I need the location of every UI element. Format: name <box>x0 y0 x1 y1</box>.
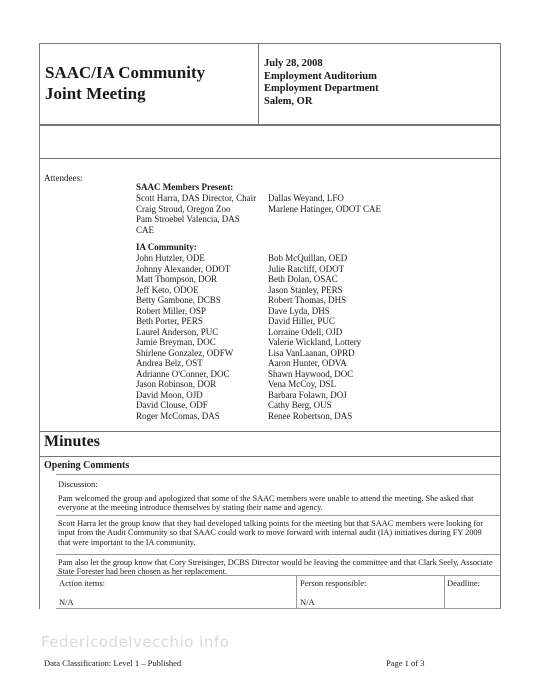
attendee-name: Beth Dolan, OSAC <box>268 274 338 284</box>
watermark-text: Federicodelvecchio info <box>41 633 230 651</box>
attendee-name: Adrianne O'Conner, DOC <box>136 368 230 379</box>
rule-1 <box>56 474 501 475</box>
attendee-name: Renee Robertson, DAS <box>268 410 353 421</box>
attendee-name: Jamie Breyman, DOC <box>136 337 216 347</box>
attendee-name: Barbara Folawn, DOJ <box>268 389 347 400</box>
attendee-name: Scott Harra, DAS Director, Chair <box>136 193 257 203</box>
attendee-name: Valerie Wickland, Lottery <box>268 337 362 347</box>
saac-members-right <box>268 193 381 214</box>
attendee-name: Robert Thomas, DHS <box>268 295 347 305</box>
attendee-name: Cathy Berg, OUS <box>268 400 332 410</box>
attendee-name: CAE <box>136 224 154 235</box>
attendee-name: Craig Stroud, Oregon Zoo <box>136 203 231 214</box>
frame-right <box>500 125 501 609</box>
frame-left <box>39 125 40 609</box>
meeting-meta <box>264 58 379 108</box>
title-line-2: Joint Meeting <box>45 84 146 103</box>
meeting-date: July 28, 2008 <box>264 58 323 69</box>
rule-3 <box>56 554 501 555</box>
attendee-name: Matt Thompson, DOR <box>136 274 218 284</box>
action-table-divider-1 <box>296 575 297 609</box>
meeting-title <box>45 62 205 104</box>
person-responsible-header: Person responsible: <box>300 578 367 588</box>
paragraph-2: Scott Harra let the group know that they had developed talking points for the meeting but that SAAC members were looking for input from the Audit Community so that SAAC could work to move forward with internal audit (IA) initiatives during FY 2009 that were important to the IA community. <box>58 519 484 547</box>
action-table-divider-2 <box>444 575 445 609</box>
attendee-name: Jeff Keto, ODOE <box>136 284 199 295</box>
ia-members-right <box>268 253 361 421</box>
minutes-title: Minutes <box>44 433 100 450</box>
action-items-table <box>56 575 501 609</box>
opening-comments-heading: Opening Comments <box>44 460 130 471</box>
meeting-location-2: Employment Department <box>264 83 379 94</box>
attendee-name: Julie Ratcliff, ODOT <box>268 263 345 274</box>
attendee-name: Roger McComas, DAS <box>136 410 220 421</box>
deadline-header: Deadline: <box>447 578 481 588</box>
attendee-name: Dave Lyda, DHS <box>268 305 330 316</box>
attendee-name: Lorraine Odell, OJD <box>268 326 343 337</box>
attendee-name: Aaron Hunter, ODVA <box>268 358 347 368</box>
minutes-bar <box>39 431 501 457</box>
paragraph-1: Pam welcomed the group and apologized that some of the SAAC members were unable to attend the meeting. She asked that everyone at the meeting introduce themselves by stating their name and agency. <box>58 494 474 513</box>
person-responsible-value: N/A <box>300 597 315 607</box>
attendee-name: Vena McCoy, DSL <box>268 379 337 389</box>
attendee-name: Jason Stanley, PERS <box>268 284 343 295</box>
attendee-name: David Clouse, ODF <box>136 400 208 410</box>
ia-heading: IA Community: <box>136 242 197 252</box>
discussion-label: Discussion: <box>58 479 98 489</box>
attendee-name: David Hiller, PUC <box>268 316 335 326</box>
attendee-name: Andrea Belz, OST <box>136 358 203 368</box>
attendee-name: Shirlene Gonzalez, ODFW <box>136 347 234 358</box>
blank-row <box>39 125 501 159</box>
attendee-name: Beth Porter, PERS <box>136 316 203 326</box>
attendee-name: Betty Gambone, DCBS <box>136 295 221 305</box>
header-divider <box>258 44 259 124</box>
rule-2 <box>56 515 501 516</box>
title-line-1: SAAC/IA Community <box>45 63 206 82</box>
meeting-location-1: Employment Auditorium <box>264 70 377 82</box>
attendee-name: David Moon, OJD <box>136 389 203 400</box>
attendee-name: Jason Robinson, DOR <box>136 379 217 389</box>
attendee-name: Johnny Alexander, ODOT <box>136 263 231 274</box>
action-item-value: N/A <box>59 597 74 607</box>
saac-heading: SAAC Members Present: <box>136 182 234 192</box>
paragraph-3: Pam also let the group know that Cory Streisinger, DCBS Director would be leaving the committee and that Clark Seely, Associate State Forester had been chosen as her replacement. <box>58 558 493 577</box>
meeting-city: Salem, OR <box>264 95 313 107</box>
attendee-name: Dallas Weyand, LFO <box>268 193 344 203</box>
attendee-name: John Hutzler, ODE <box>136 253 205 263</box>
attendee-name: Laurel Anderson, PUC <box>136 326 219 337</box>
attendees-label: Attendees: <box>44 173 83 183</box>
saac-members-left <box>136 193 256 235</box>
attendee-name: Pam Stroebel Valencia, DAS <box>136 214 240 224</box>
attendee-name: Robert Miller, OSP <box>136 305 206 316</box>
action-items-header: Action items: <box>59 578 106 588</box>
attendee-name: Marlene Hatinger, ODOT CAE <box>268 203 381 214</box>
attendee-name: Shawn Haywood, DOC <box>268 368 354 379</box>
header-box <box>39 43 501 125</box>
attendee-name: Bob McQuillan, OED <box>268 253 348 263</box>
data-classification: Data Classification: Level 1 – Published <box>44 658 182 668</box>
ia-members-left <box>136 253 233 421</box>
page-number: Page 1 of 3 <box>386 658 425 668</box>
attendee-name: Lisa VanLaanan, OPRD <box>268 347 355 358</box>
